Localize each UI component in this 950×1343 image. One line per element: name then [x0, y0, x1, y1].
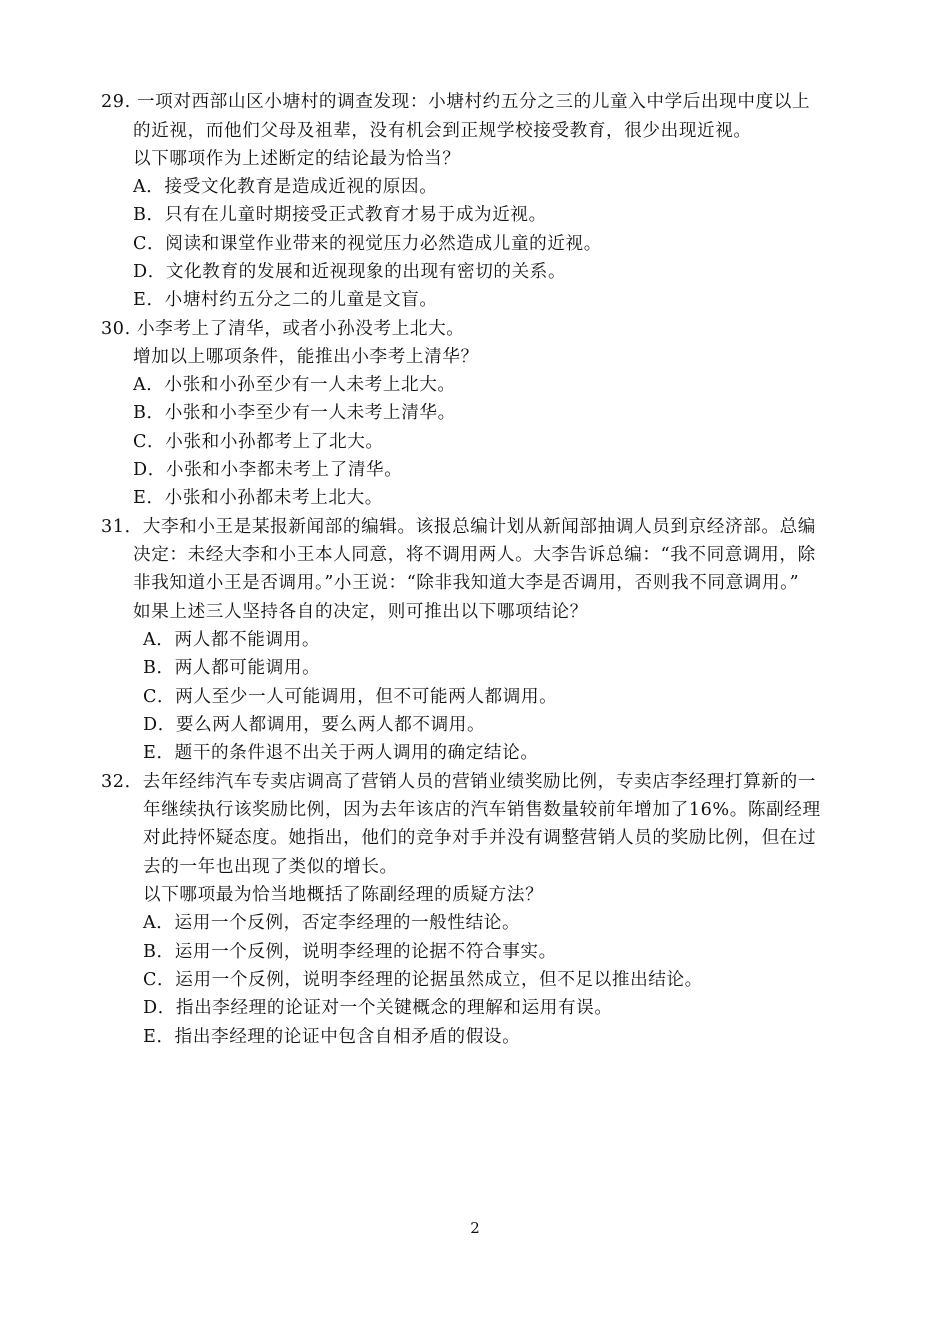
question-31-option-e: E．题干的条件退不出关于两人调用的确定结论。 — [143, 743, 539, 763]
question-31-stem-line-2: 决定：未经大李和小王本人同意，将不调用两人。大李告诉总编：“我不同意调用，除 — [133, 545, 816, 565]
question-32-stem-line-3: 对此持怀疑态度。她指出，他们的竞争对手并没有调整营销人员的奖励比例，但在过 — [143, 828, 817, 848]
question-30-prompt: 增加以上哪项条件，能推出小李考上清华？ — [133, 347, 479, 367]
question-32-stem-line-2: 年继续执行该奖励比例，因为去年该店的汽车销售数量较前年增加了16%。陈副经理 — [143, 800, 821, 820]
question-29-stem-line-2: 的近视，而他们父母及祖辈，没有机会到正规学校接受教育，很少出现近视。 — [133, 121, 752, 141]
question-32-option-d: D．指出李经理的论证对一个关键概念的理解和运用有误。 — [143, 998, 613, 1018]
question-32-option-c: C．运用一个反例，说明李经理的论据虽然成立，但不足以推出结论。 — [143, 970, 703, 990]
question-29-prompt: 以下哪项作为上述断定的结论最为恰当？ — [133, 149, 461, 169]
question-32-option-e: E．指出李经理的论证中包含自相矛盾的假设。 — [143, 1027, 521, 1047]
question-32-stem-line-4: 去的一年也出现了类似的增长。 — [143, 857, 398, 877]
question-29-option-d: D．文化教育的发展和近视现象的出现有密切的关系。 — [133, 262, 567, 282]
question-29-option-b: B．只有在儿童时期接受正式教育才易于成为近视。 — [133, 205, 547, 225]
question-32-option-b: B．运用一个反例，说明李经理的论据不符合事实。 — [143, 942, 557, 962]
question-32-prompt: 以下哪项最为恰当地概括了陈副经理的质疑方法？ — [143, 885, 544, 905]
question-29-option-e: E．小塘村约五分之二的儿童是文盲。 — [133, 290, 438, 310]
question-29-stem-line-1: 29. 一项对西部山区小塘村的调查发现：小塘村约五分之三的儿童入中学后出现中度以上 — [101, 92, 811, 112]
question-30-option-c: C．小张和小孙都考上了北大。 — [133, 432, 384, 452]
question-30-option-a: A．小张和小孙至少有一人未考上北大。 — [133, 375, 456, 395]
question-29-option-a: A．接受文化教育是造成近视的原因。 — [133, 177, 438, 197]
question-31-stem-line-1: 31．大李和小王是某报新闻部的编辑。该报总编计划从新闻部抽调人员到京经济部。总编 — [101, 517, 816, 537]
question-29-option-c: C．阅读和课堂作业带来的视觉压力必然造成儿童的近视。 — [133, 234, 602, 254]
question-31-stem-line-3: 非我知道小王是否调用。”小王说：“除非我知道大李是否调用，否则我不同意调用。” — [133, 573, 800, 593]
question-31-option-a: A．两人都不能调用。 — [143, 630, 321, 650]
question-30-option-b: B．小张和小李至少有一人未考上清华。 — [133, 403, 456, 423]
question-31-option-b: B．两人都可能调用。 — [143, 658, 321, 678]
question-32-stem-line-1: 32．去年经纬汽车专卖店调高了营销人员的营销业绩奖励比例，专卖店李经理打算新的一 — [101, 772, 816, 792]
question-30-option-d: D．小张和小李都未考上了清华。 — [133, 460, 403, 480]
question-30-option-e: E．小张和小孙都未考上北大。 — [133, 488, 383, 508]
question-31-option-d: D．要么两人都调用，要么两人都不调用。 — [143, 715, 486, 735]
question-32-option-a: A．运用一个反例，否定李经理的一般性结论。 — [143, 913, 521, 933]
question-31-prompt: 如果上述三人坚持各自的决定，则可推出以下哪项结论？ — [133, 602, 588, 622]
question-31-option-c: C．两人至少一人可能调用，但不可能两人都调用。 — [143, 687, 558, 707]
page-number: 2 — [470, 1219, 480, 1237]
question-30-stem-line-1: 30. 小李考上了清华，或者小孙没考上北大。 — [101, 319, 465, 339]
